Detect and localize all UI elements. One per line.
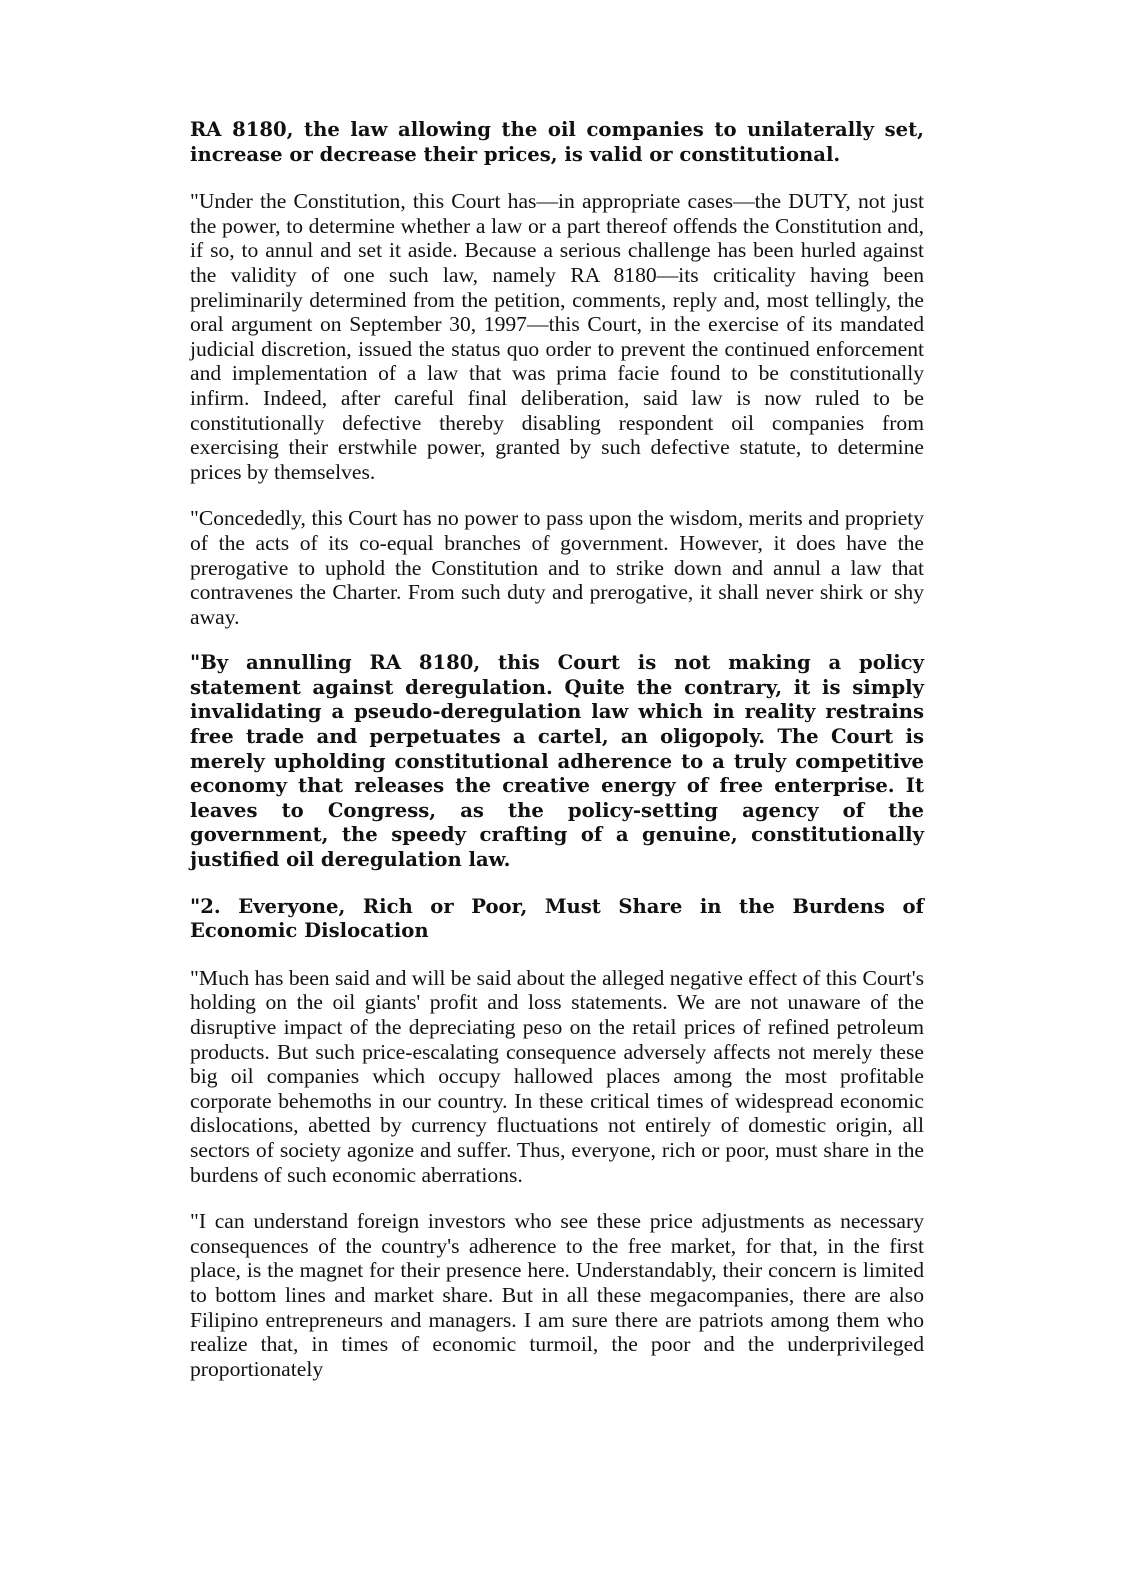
paragraph-negative-effect: "Much has been said and will be said about the alleged negative effect of this Court's holding on the oil giants' profit and loss statements. We are not unaware of the disruptive impact of the depreciating peso on the retail prices of refined petroleum products. But such price-escalating consequence adversely affects not merely these big oil companies which occupy hallowed places among the most profitable corporate behemoths in our country. In these critical times of widespread economic dislocations, abetted by currency fluctuations not entirely of domestic origin, all sectors of society agonize and suffer. Thus, everyone, rich or poor, must share in the burdens of such economic aberrations. <box>190 965 924 1187</box>
paragraph-annulling-ra8180: "By annulling RA 8180, this Court is not making a policy statement against deregulation. Quite the contrary, it is simply invalidating a pseudo-deregulation law which in reality restrains free trade and perpetuates a cartel, an oligopoly. The Court is merely upholding constitutional adherence to a truly competitive economy that releases the creative energy of free enterprise. It leaves to Congress, as the policy-setting agency of the government, the speedy crafting of a genuine, constitutionally justified oil deregulation law. <box>190 651 924 872</box>
paragraph-constitution-duty: "Under the Constitution, this Court has—in appropriate cases—the DUTY, not just the power, to determine whether a law or a part thereof offends the Constitution and, if so, to annul and set it aside. Because a serious challenge has been hurled against the validity of one such law, namely RA 8180—its criticality having been preliminarily determined from the petition, comments, reply and, most tellingly, the oral argument on September 30, 1997—this Court, in the exercise of its mandated judicial discretion, issued the status quo order to prevent the continued enforcement and implementation of a law that was prima facie found to be constitutionally infirm. Indeed, after careful final deliberation, said law is now ruled to be constitutionally defective thereby disabling respondent oil companies from exercising their erstwhile power, granted by such defective statute, to determine prices by themselves. <box>190 189 924 484</box>
document-page <box>190 118 924 1403</box>
paragraph-heading-ra8180: RA 8180, the law allowing the oil companies to unilaterally set, increase or decrease their prices, is valid or constitutional. <box>190 118 924 166</box>
paragraph-foreign-investors: "I can understand foreign investors who see these price adjustments as necessary consequences of the country's adherence to the free market, for that, in the first place, is the magnet for their presence here. Understandably, their concern is limited to bottom lines and market share. But in all these megacompanies, there are also Filipino entrepreneurs and managers. I am sure there are patriots among them who realize that, in times of economic turmoil, the poor and the underprivileged proportionately <box>190 1209 924 1381</box>
section-heading-everyone-must-share: "2. Everyone, Rich or Poor, Must Share in the Burdens of Economic Dislocation <box>190 894 924 943</box>
paragraph-concededly: "Concededly, this Court has no power to pass upon the wisdom, merits and propriety of the acts of its co-equal branches of government. However, it does have the prerogative to uphold the Constitution and to strike down and annul a law that contravenes the Charter. From such duty and prerogative, it shall never shirk or shy away. <box>190 506 924 629</box>
